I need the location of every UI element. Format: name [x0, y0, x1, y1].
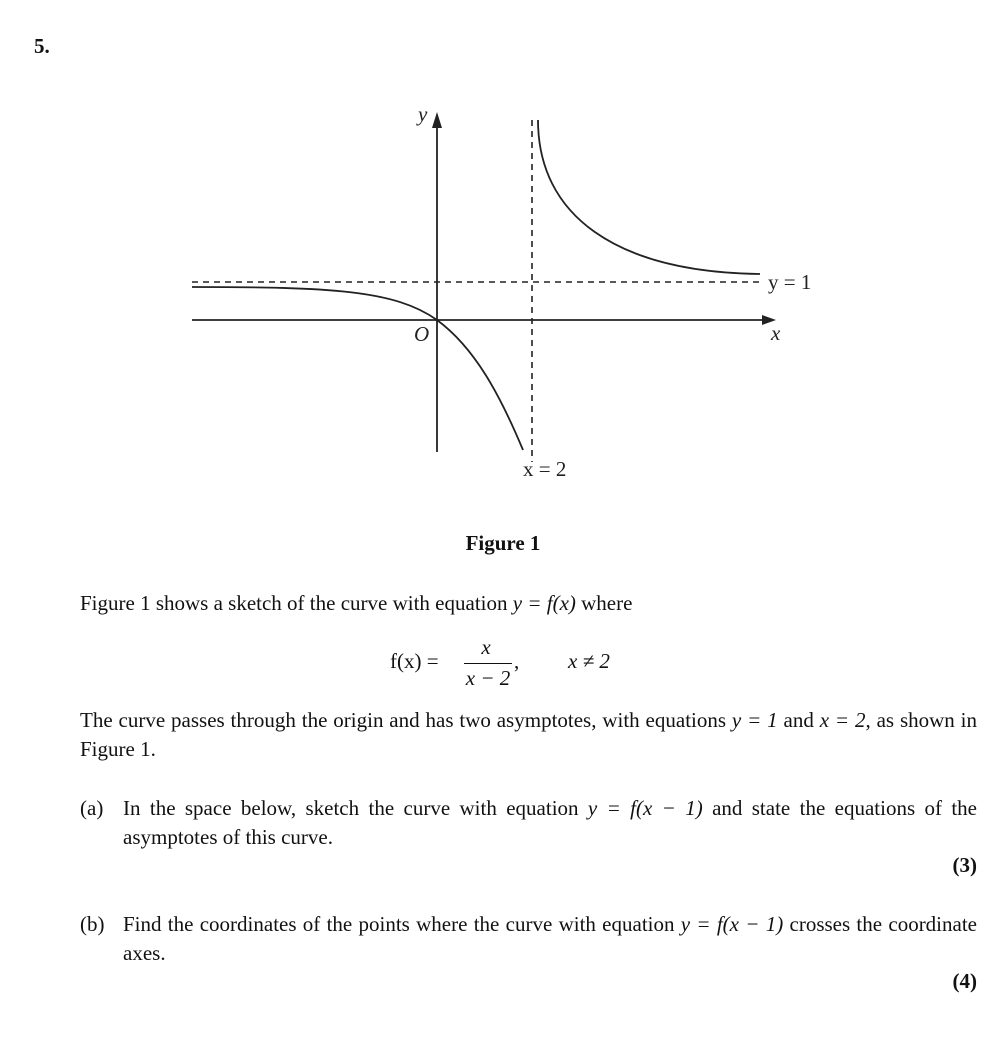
part-b-marks: (4): [952, 969, 977, 993]
description-part1: The curve passes through the origin and has two asymptotes, with equations: [80, 708, 727, 732]
figure-1-graph: [0, 0, 1006, 520]
description-paragraph: [80, 706, 977, 764]
part-a-text-after: and state the equations of the asymptotes of this curve.: [123, 796, 977, 849]
part-b-text: [123, 910, 977, 968]
formula-lhs: f(x) =: [390, 649, 439, 673]
formula-condition: x ≠ 2: [568, 649, 610, 673]
intro-tail: where: [581, 591, 633, 615]
formula-comma: ,: [514, 649, 520, 673]
vertical-asymptote-label: x = 2: [523, 457, 567, 481]
intro-paragraph: [80, 589, 977, 618]
intro-lead: Figure 1 shows a sketch of the curve with equation: [80, 591, 508, 615]
fraction-bar: [464, 663, 512, 664]
part-b: [80, 910, 977, 970]
description-eq1: y = 1: [731, 708, 778, 732]
part-b-equation: y = f(x − 1): [680, 912, 784, 936]
horizontal-asymptote-label: y = 1: [768, 270, 812, 294]
fraction-denominator: x − 2: [465, 666, 511, 690]
part-b-label: (b): [80, 912, 105, 936]
y-axis-arrow: [432, 112, 442, 128]
fraction-numerator: x: [481, 635, 491, 659]
description-eq2: x = 2: [819, 708, 866, 732]
part-a: [80, 794, 977, 854]
part-a-label: (a): [80, 796, 104, 820]
part-b-text-after: crosses the coordinate axes.: [123, 912, 977, 965]
description-part2: and: [783, 708, 814, 732]
y-axis-label: y: [418, 102, 428, 126]
description-part3: , as shown in Figure 1.: [80, 708, 977, 761]
curve-left-branch: [192, 287, 523, 450]
part-b-text-before: Find the coordinates of the points where the curve with equation: [123, 912, 675, 936]
part-a-text-before: In the space below, sketch the curve with equation: [123, 796, 579, 820]
part-a-marks: (3): [952, 853, 977, 877]
x-axis-label: x: [771, 321, 781, 345]
figure-caption: Figure 1: [465, 531, 541, 555]
part-a-text: [123, 794, 977, 852]
intro-equation: y = f(x): [512, 591, 576, 615]
part-a-equation: y = f(x − 1): [587, 796, 703, 820]
curve-right-branch: [538, 120, 760, 274]
question-number: 5.: [34, 34, 50, 58]
origin-label: O: [414, 322, 430, 346]
